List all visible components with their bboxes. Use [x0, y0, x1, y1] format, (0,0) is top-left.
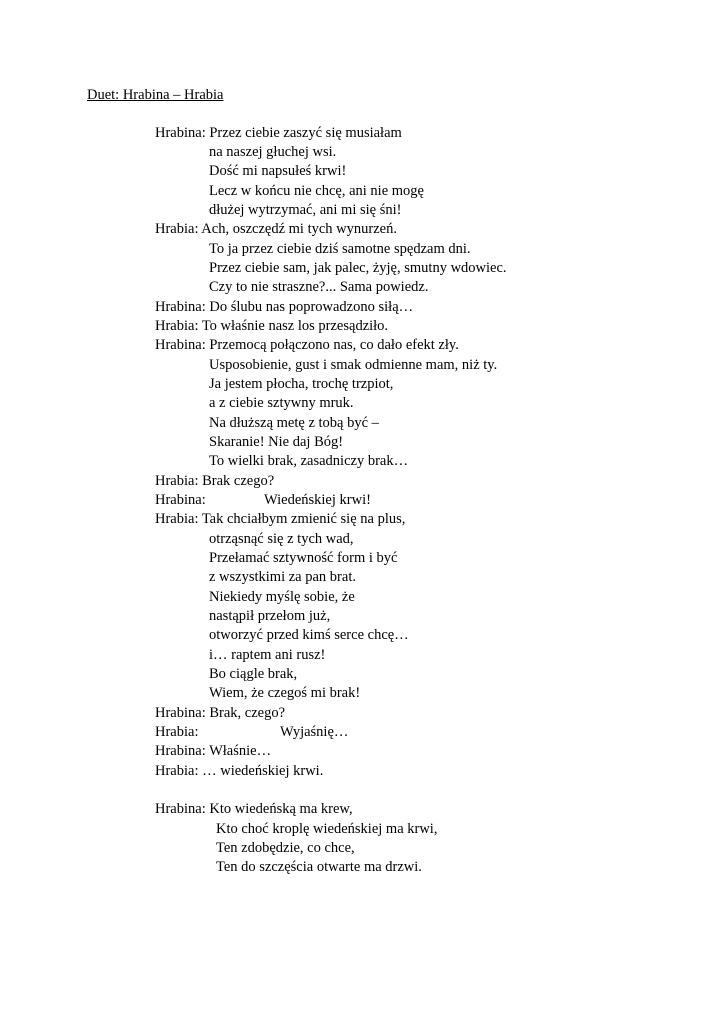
lyric-line: i… raptem ani rusz! — [209, 647, 326, 663]
lyric-line: otrząsnąć się z tych wad, — [209, 531, 354, 547]
lyric-line: Ten do szczęścia otwarte ma drzwi. — [216, 859, 422, 875]
lyric-line: Hrabina: Brak, czego? — [155, 705, 286, 721]
lyric-line: a z ciebie sztywny mruk. — [209, 395, 354, 411]
lyric-line: otworzyć przed kimś serce chcę… — [209, 627, 409, 643]
lyric-line: na naszej głuchej wsi. — [209, 144, 337, 160]
lyric-line: Skaranie! Nie daj Bóg! — [209, 434, 344, 450]
speaker-label: Hrabia: — [155, 724, 199, 740]
lyric-line: Hrabina: Do ślubu nas poprowadzono siłą… — [155, 299, 414, 315]
lyric-line: Usposobienie, gust i smak odmienne mam, niż ty. — [209, 357, 498, 373]
lyric-line: Hrabia: Ach, oszczędź mi tych wynurzeń. — [155, 221, 397, 237]
lyric-line: To wielki brak, zasadniczy brak… — [209, 453, 409, 469]
speaker-label: Hrabina: — [155, 492, 206, 508]
lyric-line: Lecz w końcu nie chcę, ani nie mogę — [209, 183, 424, 199]
lyric-line: Kto choć kroplę wiedeńskiej ma krwi, — [216, 821, 438, 837]
lyric-line: Przez ciebie sam, jak palec, żyję, smutny wdowiec. — [209, 260, 507, 276]
lyric-line: nastąpił przełom już, — [209, 608, 331, 624]
lyric-line: Ten zdobędzie, co chce, — [216, 840, 355, 856]
lyric-line: Czy to nie straszne?... Sama powiedz. — [209, 279, 429, 295]
lyric-line: Dość mi napsułeś krwi! — [209, 163, 347, 179]
lyric-line: Przełamać sztywność form i być — [209, 550, 398, 566]
lyric-line: Hrabina: Przez ciebie zaszyć się musiałam — [155, 125, 402, 141]
lyric-line: Hrabina: Właśnie… — [155, 743, 272, 759]
lyric-line: Wiedeńskiej krwi! — [264, 492, 371, 508]
lyric-line: Hrabina: Przemocą połączono nas, co dało efekt zły. — [155, 337, 459, 353]
lyric-line: Hrabina: Kto wiedeńską ma krew, — [155, 801, 353, 817]
lyric-line: Hrabia: To właśnie nasz los przesądziło. — [155, 318, 389, 334]
lyric-line: To ja przez ciebie dziś samotne spędzam dni. — [209, 241, 471, 257]
lyric-line: Hrabia: Brak czego? — [155, 473, 275, 489]
lyric-line: Ja jestem płocha, trochę trzpiot, — [209, 376, 394, 392]
lyric-line: Hrabia: Tak chciałbym zmienić się na plus, — [155, 511, 406, 527]
lyric-line: Na dłuższą metę z tobą być – — [209, 415, 379, 431]
page-title: Duet: Hrabina – Hrabia — [87, 87, 224, 103]
lyric-line: dłużej wytrzymać, ani mi się śni! — [209, 202, 402, 218]
lyric-line: Niekiedy myślę sobie, że — [209, 589, 355, 605]
lyric-line: Wiem, że czegoś mi brak! — [209, 685, 361, 701]
lyric-line: Bo ciągle brak, — [209, 666, 298, 682]
lyric-line: Wyjaśnię… — [280, 724, 349, 740]
lyric-line: Hrabia: … wiedeńskiej krwi. — [155, 763, 324, 779]
lyric-line: z wszystkimi za pan brat. — [209, 569, 356, 585]
